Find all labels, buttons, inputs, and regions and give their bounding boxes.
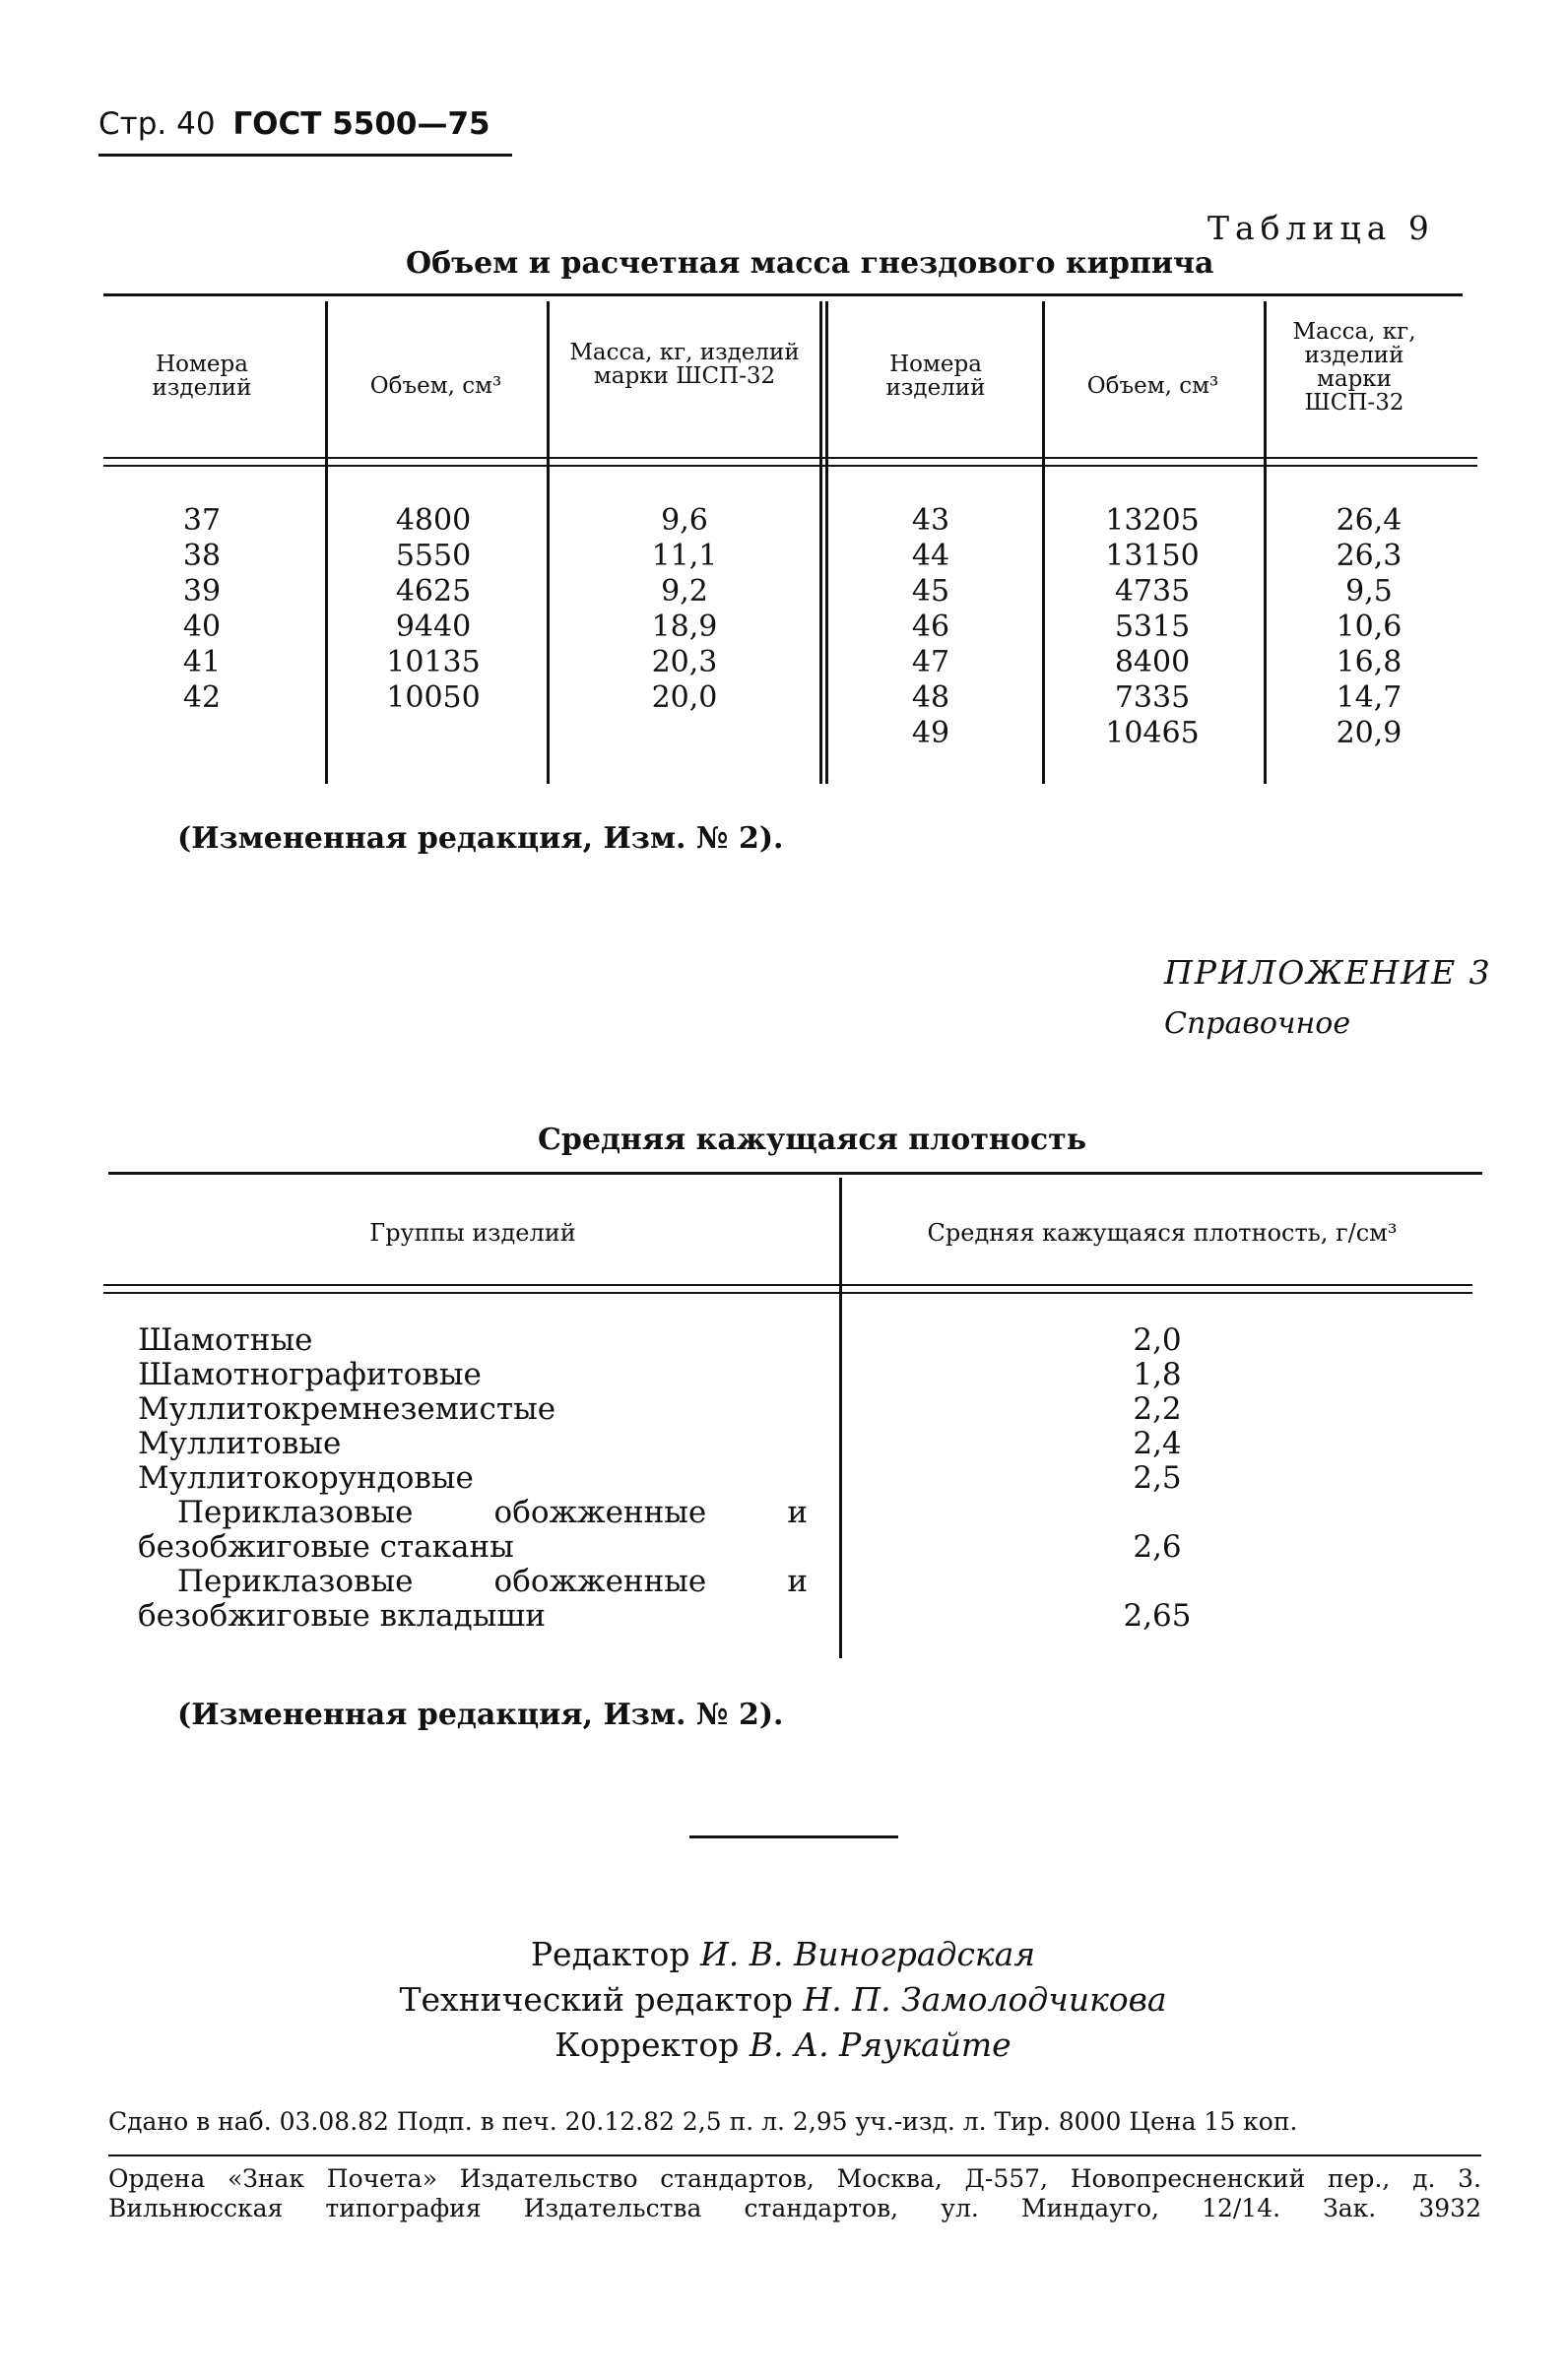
credit-tech-editor [0, 1977, 1566, 2023]
table-9-divider [1264, 301, 1267, 784]
table-9-label: Таблица 9 [1207, 209, 1435, 247]
header-mass-right: Масса, кг, изделий марки ШСП-32 [1292, 319, 1416, 417]
density-table-title: Средняя кажущаяся плотность [538, 1123, 1087, 1157]
header-density: Средняя кажущаяся плотность, г/см³ [927, 1219, 1398, 1247]
table-9-title: Объем и расчетная масса гнездового кирпича [406, 246, 1214, 281]
table-9-divider [325, 301, 328, 784]
table-cell: 38 [182, 539, 222, 573]
credit-name: В. А. Ряукайте [749, 2026, 1011, 2064]
density-header-rule [103, 1284, 1472, 1286]
list-item: Муллитокремнеземистые [138, 1391, 556, 1427]
table-9-note: (Измененная редакция, Изм. № 2). [177, 821, 784, 856]
page-header [98, 106, 490, 142]
list-item: 2,6 [1133, 1529, 1182, 1565]
printer-line-2: Вильнюсская типография Издательства стандартов, ул. Миндауго, 12/14. Зак. 3932 [108, 2194, 1481, 2222]
table-9-divider [825, 301, 828, 784]
printer-info [108, 2164, 1481, 2223]
groups-list [138, 1323, 808, 1634]
list-item: Муллитовые [138, 1426, 342, 1461]
table-cell: 9,2 [661, 574, 708, 609]
credit-role: Технический редактор [399, 1980, 794, 2019]
table-9-divider [819, 301, 822, 784]
list-item: Шамотнографитовые [138, 1357, 482, 1392]
credit-name: И. В. Виноградская [699, 1935, 1036, 1973]
table-cell: 20,0 [651, 680, 718, 715]
header-num-right: Номера изделий [885, 352, 986, 402]
col-mass-right [1300, 503, 1438, 751]
table-cell: 41 [182, 645, 222, 679]
table-cell: 49 [911, 716, 950, 750]
gost-number: ГОСТ 5500—75 [232, 106, 490, 142]
table-cell: 46 [911, 610, 950, 644]
table-cell: 10,6 [1336, 610, 1403, 644]
separator-rule [689, 1835, 898, 1838]
col-mass-left [611, 503, 758, 716]
table-cell: 48 [911, 680, 950, 715]
credit-role: Редактор [530, 1935, 690, 1973]
table-cell: 4735 [1114, 574, 1191, 609]
credit-role: Корректор [555, 2026, 740, 2064]
col-num-left [128, 503, 276, 716]
appendix-title: ПРИЛОЖЕНИЕ 3 [1164, 953, 1492, 992]
table-cell: 10465 [1105, 716, 1200, 750]
list-item: 1,8 [1133, 1357, 1182, 1392]
printer-line-1: Ордена «Знак Почета» Издательство стандартов, Москва, Д-557, Новопресненский пер., д. 3. [108, 2164, 1481, 2193]
table-cell: 9440 [395, 610, 472, 644]
density-list [1083, 1323, 1231, 1634]
list-item: 2,65 [1123, 1598, 1192, 1634]
list-item: 2,2 [1133, 1391, 1182, 1427]
table-cell: 13205 [1105, 503, 1200, 538]
header-vol-left: Объем, см³ [369, 373, 502, 399]
header-rule [98, 154, 512, 157]
credits [0, 1932, 1566, 2068]
table-cell: 47 [911, 645, 950, 679]
table-cell: 20,3 [651, 645, 718, 679]
header-mass-left: Масса, кг, изделий марки ШСП-32 [569, 340, 800, 390]
density-divider [839, 1178, 842, 1658]
table-9-divider [1042, 301, 1045, 784]
table-cell: 39 [182, 574, 222, 609]
density-header-rule-2 [103, 1292, 1472, 1294]
table-cell: 9,6 [661, 503, 708, 538]
list-item: Муллитокорундовые [138, 1460, 474, 1496]
table-cell: 9,5 [1345, 574, 1393, 609]
table-9-header-rule-2 [103, 465, 1477, 467]
list-item: Шамотные [138, 1322, 313, 1358]
table-cell: 8400 [1114, 645, 1191, 679]
appendix-note: (Измененная редакция, Изм. № 2). [177, 1698, 784, 1732]
header-vol-right: Объем, см³ [1086, 373, 1219, 399]
table-cell: 10135 [386, 645, 481, 679]
col-vol-right [1074, 503, 1231, 751]
list-item: Периклазовые обожженные и безобжиговые вкладыши [138, 1564, 808, 1634]
imprint-rule [108, 2155, 1481, 2156]
appendix-subtitle: Справочное [1164, 1006, 1351, 1041]
table-cell: 42 [182, 680, 222, 715]
table-cell: 20,9 [1336, 716, 1403, 750]
table-cell: 37 [182, 503, 222, 538]
credit-editor [0, 1932, 1566, 1977]
imprint-line: Сдано в наб. 03.08.82 Подп. в печ. 20.12.82 2,5 п. л. 2,95 уч.-изд. л. Тир. 8000 Цена 15 коп. [108, 2107, 1298, 2136]
table-cell: 18,9 [651, 610, 718, 644]
credit-name: Н. П. Замолодчикова [803, 1980, 1167, 2019]
table-cell: 10050 [386, 680, 481, 715]
page-number: Стр. 40 [98, 106, 216, 142]
table-cell: 14,7 [1336, 680, 1403, 715]
table-cell: 5550 [395, 539, 472, 573]
table-cell: 44 [911, 539, 950, 573]
list-item: 2,4 [1133, 1426, 1182, 1461]
table-cell: 13150 [1105, 539, 1200, 573]
list-item: Периклазовые обожженные и безобжиговые стаканы [138, 1495, 808, 1565]
col-num-right [857, 503, 1005, 751]
table-cell: 5315 [1114, 610, 1191, 644]
table-9-header-rule [103, 457, 1477, 459]
table-cell: 43 [911, 503, 950, 538]
credit-corrector [0, 2023, 1566, 2068]
table-cell: 26,3 [1336, 539, 1403, 573]
header-groups: Группы изделий [369, 1219, 576, 1247]
table-9-divider [547, 301, 550, 784]
table-cell: 4800 [395, 503, 472, 538]
list-item: 2,5 [1133, 1460, 1182, 1496]
list-item: 2,0 [1133, 1322, 1182, 1358]
table-cell: 40 [182, 610, 222, 644]
header-num-left: Номера изделий [152, 352, 252, 402]
table-cell: 16,8 [1336, 645, 1403, 679]
table-cell: 7335 [1114, 680, 1191, 715]
table-cell: 26,4 [1336, 503, 1403, 538]
table-cell: 4625 [395, 574, 472, 609]
table-cell: 45 [911, 574, 950, 609]
table-cell: 11,1 [651, 539, 718, 573]
table-9-top-rule [103, 293, 1463, 296]
col-vol-left [355, 503, 512, 716]
density-top-rule [108, 1172, 1482, 1175]
